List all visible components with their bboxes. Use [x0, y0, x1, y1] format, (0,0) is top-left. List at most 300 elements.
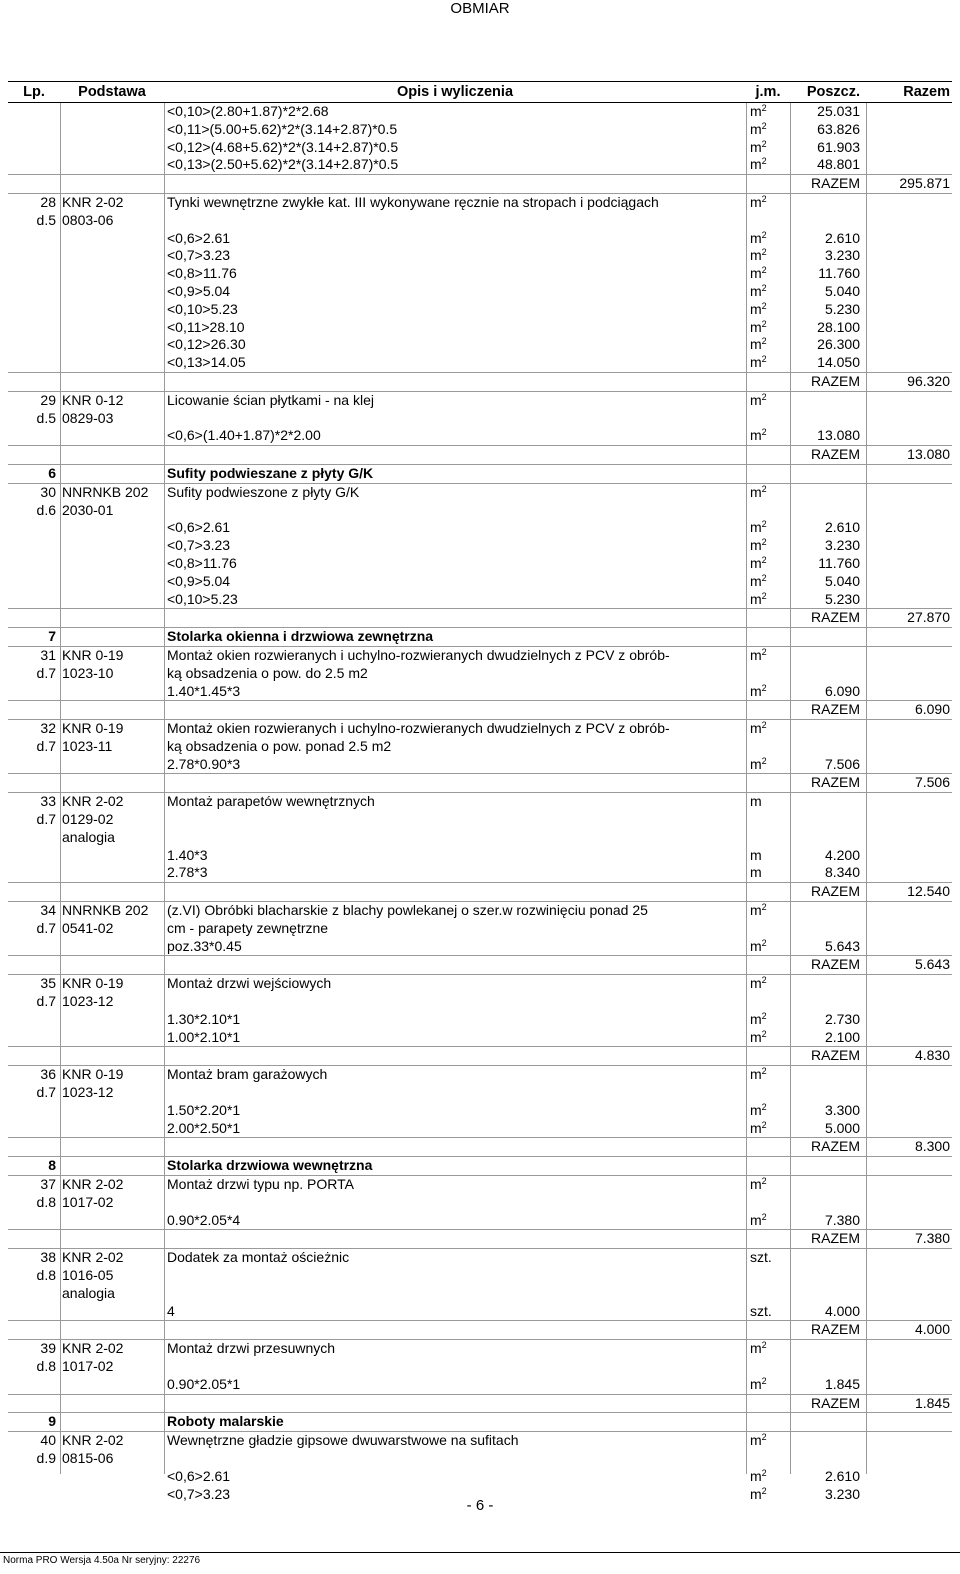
- razem-cell: [866, 1176, 952, 1194]
- table-row: [8, 1046, 952, 1065]
- razem-cell: [866, 829, 952, 847]
- poszcz-cell: [790, 793, 866, 811]
- lp-cell: [8, 1303, 60, 1321]
- jm-cell: $m^2$: [750, 1211, 767, 1228]
- table-row: [8, 882, 952, 901]
- table-row: [8, 502, 952, 520]
- poszcz-cell: 3.230: [824, 537, 860, 554]
- table-row: [8, 955, 952, 974]
- table-row: [8, 301, 952, 319]
- jm-cell: [746, 774, 790, 792]
- podstawa-cell: analogia: [62, 828, 115, 845]
- lp-cell: 40: [40, 1432, 56, 1449]
- jm-cell: [746, 883, 790, 901]
- razem-cell: [866, 683, 952, 701]
- lp-cell: 8: [48, 1157, 56, 1174]
- poszcz-cell: [790, 738, 866, 756]
- jm-cell: $m^2$: [750, 318, 767, 335]
- table-row: [8, 1137, 952, 1156]
- table-row: [8, 847, 952, 865]
- column-divider: [746, 103, 747, 1474]
- razem-cell: [866, 156, 952, 174]
- opis-cell: Wewnętrzne gładzie gipsowe dwuwarstwowe na sufitach: [167, 1432, 519, 1449]
- poszcz-cell: [790, 392, 866, 410]
- razem-cell: [866, 811, 952, 829]
- podstawa-cell: [60, 319, 164, 337]
- jm-cell: $m^2$: [750, 1375, 767, 1392]
- jm-cell: $m^2$: [750, 519, 767, 536]
- podstawa-cell: [60, 265, 164, 283]
- opis-cell: [164, 1230, 746, 1248]
- podstawa-cell: [60, 1395, 164, 1413]
- table-row: [8, 555, 952, 573]
- razem-cell: [866, 864, 952, 882]
- jm-cell: [746, 1413, 790, 1431]
- jm-cell: [746, 175, 790, 193]
- opis-cell: ką obsadzenia o pow. do 2.5 m2: [167, 664, 368, 681]
- poszcz-cell: [790, 1176, 866, 1194]
- razem-cell: [866, 628, 952, 646]
- table-row: [8, 1431, 952, 1450]
- jm-cell: [746, 373, 790, 391]
- lp-cell: 31: [40, 646, 56, 663]
- podstawa-cell: [60, 864, 164, 882]
- table-row: [8, 212, 952, 230]
- opis-cell: Stolarka okienna i drzwiowa zewnętrzna: [167, 628, 434, 645]
- opis-cell: poz.33*0.45: [167, 937, 242, 954]
- jm-cell: $m^2$: [750, 229, 767, 246]
- opis-cell: <0,10>5.23: [167, 300, 238, 317]
- column-divider: [790, 103, 791, 1474]
- razem-cell: 1.845: [914, 1394, 950, 1411]
- table-row: [8, 1358, 952, 1376]
- podstawa-cell: KNR 0-12: [62, 391, 124, 408]
- razem-cell: 295.871: [899, 175, 950, 192]
- opis-cell: [164, 883, 746, 901]
- lp-cell: [8, 537, 60, 555]
- podstawa-cell: [60, 283, 164, 301]
- opis-cell: [164, 993, 746, 1011]
- razem-cell: [866, 1011, 952, 1029]
- podstawa-cell: [60, 1157, 164, 1175]
- jm-cell: $m^2$: [750, 300, 767, 317]
- lp-cell: d.8: [36, 1357, 56, 1374]
- podstawa-cell: 1016-05: [62, 1267, 114, 1283]
- poszcz-cell: 7.380: [824, 1211, 860, 1228]
- poszcz-cell: 11.760: [818, 554, 860, 571]
- razem-cell: 96.320: [907, 372, 950, 389]
- table-row: [8, 372, 952, 391]
- jm-cell: $m^2$: [750, 937, 767, 954]
- podstawa-cell: [60, 938, 164, 956]
- lp-cell: d.7: [36, 664, 56, 681]
- podstawa-cell: [60, 573, 164, 591]
- opis-cell: <0,8>11.76: [167, 265, 237, 282]
- col-header-poszcz: Poszcz.: [806, 84, 860, 100]
- table-row: [8, 1468, 952, 1486]
- jm-cell: $m^2$: [750, 427, 767, 444]
- lp-cell: [8, 1102, 60, 1120]
- opis-cell: 1.00*2.10*1: [167, 1028, 241, 1045]
- razem-cell: [866, 1157, 952, 1175]
- podstawa-cell: KNR 2-02: [62, 193, 124, 210]
- table-row: [8, 938, 952, 956]
- razem-cell: [866, 591, 952, 609]
- opis-cell: Montaż parapetów wewnętrznych: [167, 793, 375, 810]
- razem-cell: [866, 1120, 952, 1138]
- razem-cell: [866, 139, 952, 157]
- jm-cell: [746, 1047, 790, 1065]
- jm-cell: [746, 1358, 790, 1376]
- razem-cell: [866, 720, 952, 738]
- table-row: [8, 1011, 952, 1029]
- table-row: [8, 920, 952, 938]
- razem-cell: [866, 1194, 952, 1212]
- razem-cell: [866, 519, 952, 537]
- podstawa-cell: KNR 2-02: [62, 793, 124, 810]
- podstawa-cell: [60, 1120, 164, 1138]
- podstawa-cell: KNR 2-02: [62, 1340, 124, 1357]
- jm-cell: $m^2$: [750, 1119, 767, 1136]
- podstawa-cell: 2030-01: [62, 501, 114, 518]
- razem-cell: 4.830: [914, 1047, 950, 1064]
- poszcz-cell: [790, 410, 866, 428]
- razem-cell: [866, 1267, 952, 1285]
- razem-cell: [866, 665, 952, 683]
- jm-cell: $m^2$: [750, 483, 767, 500]
- razem-cell: [866, 1303, 952, 1321]
- poszcz-cell: [790, 1267, 866, 1285]
- opis-cell: [164, 811, 746, 829]
- poszcz-cell: 2.100: [824, 1028, 860, 1045]
- measurement-table: [8, 81, 952, 1503]
- lp-cell: d.6: [36, 501, 56, 518]
- podstawa-cell: [60, 1413, 164, 1431]
- jm-cell: $m^2$: [750, 755, 767, 772]
- jm-cell: [746, 665, 790, 683]
- table-row: [8, 646, 952, 665]
- opis-cell: <0,10>(2.80+1.87)*2*2.68: [167, 103, 329, 119]
- table-row: [8, 719, 952, 738]
- table-row: [8, 156, 952, 174]
- razem-cell: [866, 247, 952, 265]
- opis-cell: <0,12>(4.68+5.62)*2*(3.14+2.87)*0.5: [167, 138, 399, 155]
- opis-cell: 1.40*3: [167, 846, 208, 863]
- jm-cell: $m^2$: [750, 1467, 767, 1484]
- opis-cell: Montaż bram garażowych: [167, 1066, 328, 1083]
- table-row: [8, 410, 952, 428]
- lp-cell: d.8: [36, 1267, 56, 1283]
- poszcz-cell: [790, 1084, 866, 1102]
- poszcz-cell: 5.040: [824, 572, 860, 589]
- lp-cell: 28: [40, 193, 56, 210]
- opis-cell: [164, 829, 746, 847]
- lp-cell: [8, 446, 60, 464]
- lp-cell: d.7: [36, 737, 56, 754]
- lp-cell: [8, 1230, 60, 1248]
- opis-cell: Stolarka drzwiowa wewnętrzna: [167, 1157, 373, 1174]
- table-row: [8, 319, 952, 337]
- poszcz-cell: 5.230: [824, 590, 860, 607]
- opis-cell: Montaż drzwi przesuwnych: [167, 1340, 336, 1357]
- jm-cell: [746, 465, 790, 483]
- jm-cell: m: [750, 846, 762, 863]
- opis-cell: [164, 373, 746, 391]
- opis-cell: 1.40*1.45*3: [167, 682, 241, 699]
- opis-cell: cm - parapety zewnętrzne: [167, 919, 329, 936]
- lp-cell: [8, 609, 60, 627]
- poszcz-cell: [790, 1157, 866, 1175]
- jm-cell: [746, 1084, 790, 1102]
- poszcz-cell: [790, 993, 866, 1011]
- jm-cell: $m^2$: [750, 720, 767, 737]
- jm-cell: [746, 1194, 790, 1212]
- poszcz-cell: [790, 1285, 866, 1303]
- jm-cell: [746, 446, 790, 464]
- poszcz-cell: RAZEM: [811, 1321, 860, 1338]
- lp-cell: [8, 283, 60, 301]
- lp-cell: 30: [40, 483, 56, 500]
- lp-cell: [8, 1285, 60, 1303]
- table-row: [8, 230, 952, 248]
- poszcz-cell: 3.230: [824, 247, 860, 264]
- razem-cell: [866, 1450, 952, 1468]
- lp-cell: [8, 230, 60, 248]
- podstawa-cell: [60, 230, 164, 248]
- razem-cell: [866, 230, 952, 248]
- lp-cell: [8, 701, 60, 719]
- jm-cell: $m^2$: [750, 572, 767, 589]
- podstawa-cell: [60, 591, 164, 609]
- lp-cell: [8, 156, 60, 174]
- podstawa-cell: [60, 1468, 164, 1486]
- poszcz-cell: RAZEM: [811, 175, 860, 192]
- razem-cell: [866, 1340, 952, 1358]
- opis-cell: Montaż okien rozwieranych i uchylno-rozwieranych dwudzielnych z PCV z obrób-: [167, 720, 670, 737]
- poszcz-cell: RAZEM: [811, 701, 860, 718]
- col-header-lp: Lp.: [23, 84, 45, 100]
- lp-cell: [8, 175, 60, 193]
- poszcz-cell: [790, 647, 866, 665]
- poszcz-cell: [790, 1194, 866, 1212]
- podstawa-cell: KNR 2-02: [62, 1432, 124, 1449]
- jm-cell: $m^2$: [750, 682, 767, 699]
- poszcz-cell: [790, 720, 866, 738]
- lp-cell: [8, 683, 60, 701]
- table-row: [8, 1084, 952, 1102]
- col-header-podstawa: Podstawa: [78, 84, 146, 100]
- jm-cell: [746, 609, 790, 627]
- razem-cell: [866, 555, 952, 573]
- table-row: [8, 993, 952, 1011]
- table-row: [8, 193, 952, 212]
- opis-cell: 2.78*3: [167, 864, 208, 881]
- table-row: [8, 537, 952, 555]
- table-row: [8, 811, 952, 829]
- podstawa-cell: [60, 1376, 164, 1394]
- razem-cell: 13.080: [907, 446, 950, 463]
- podstawa-cell: KNR 0-19: [62, 1066, 124, 1083]
- table-row: [8, 1229, 952, 1248]
- opis-cell: <0,13>(2.50+5.62)*2*(3.14+2.87)*0.5: [167, 156, 399, 173]
- footer-software-info: Norma PRO Wersja 4.50a Nr seryjny: 22276: [3, 1555, 201, 1566]
- podstawa-cell: [60, 756, 164, 774]
- opis-cell: <0,6>2.61: [167, 1467, 231, 1484]
- jm-cell: $m^2$: [750, 590, 767, 607]
- table-row: [8, 1285, 952, 1303]
- lp-cell: d.7: [36, 1084, 56, 1101]
- jm-cell: m: [750, 864, 762, 881]
- podstawa-cell: [60, 1230, 164, 1248]
- poszcz-cell: [790, 1066, 866, 1084]
- opis-cell: [164, 609, 746, 627]
- table-row: [8, 700, 952, 719]
- table-row: [8, 1175, 952, 1194]
- jm-cell: [746, 502, 790, 520]
- lp-cell: [8, 354, 60, 372]
- jm-cell: szt.: [750, 1302, 772, 1319]
- opis-cell: [164, 1395, 746, 1413]
- razem-cell: [866, 121, 952, 139]
- lp-cell: [8, 139, 60, 157]
- jm-cell: $m^2$: [750, 1432, 767, 1449]
- table-row: [8, 445, 952, 464]
- opis-cell: [164, 1321, 746, 1339]
- table-row: [8, 139, 952, 157]
- lp-cell: [8, 1468, 60, 1486]
- jm-cell: $m^2$: [750, 975, 767, 992]
- poszcz-cell: [790, 829, 866, 847]
- opis-cell: [164, 1084, 746, 1102]
- lp-cell: [8, 829, 60, 847]
- opis-cell: 2.00*2.50*1: [167, 1119, 241, 1136]
- opis-cell: 0.90*2.05*4: [167, 1211, 241, 1228]
- razem-cell: [866, 920, 952, 938]
- razem-cell: [866, 993, 952, 1011]
- table-row: [8, 608, 952, 627]
- lp-cell: d.7: [36, 993, 56, 1010]
- opis-cell: 4: [167, 1302, 175, 1319]
- table-row: [8, 1212, 952, 1230]
- podstawa-cell: [60, 883, 164, 901]
- opis-cell: <0,7>3.23: [167, 537, 231, 554]
- poszcz-cell: RAZEM: [811, 883, 860, 900]
- podstawa-cell: [60, 336, 164, 354]
- opis-cell: <0,9>5.04: [167, 282, 231, 299]
- lp-cell: [8, 956, 60, 974]
- table-row: [8, 974, 952, 993]
- jm-cell: [746, 1450, 790, 1468]
- jm-cell: [746, 1395, 790, 1413]
- poszcz-cell: [790, 1450, 866, 1468]
- opis-cell: <0,11>(5.00+5.62)*2*(3.14+2.87)*0.5: [167, 120, 398, 137]
- table-row: [8, 354, 952, 372]
- poszcz-cell: [790, 1340, 866, 1358]
- lp-cell: [8, 336, 60, 354]
- table-row: [8, 901, 952, 920]
- lp-cell: [8, 1047, 60, 1065]
- razem-cell: [866, 212, 952, 230]
- poszcz-cell: [790, 628, 866, 646]
- lp-cell: 33: [40, 793, 56, 810]
- jm-cell: $m^2$: [750, 282, 767, 299]
- lp-cell: d.7: [36, 919, 56, 936]
- jm-cell: $m^2$: [750, 646, 767, 663]
- podstawa-cell: NNRNKB 202: [62, 902, 149, 919]
- opis-cell: <0,7>3.23: [167, 247, 231, 264]
- opis-cell: Sufity podwieszane z płyty G/K: [167, 464, 374, 481]
- podstawa-cell: [60, 121, 164, 139]
- poszcz-cell: 5.643: [824, 937, 860, 954]
- jm-cell: [746, 738, 790, 756]
- table-row: [8, 1029, 952, 1047]
- razem-cell: [866, 975, 952, 993]
- opis-cell: Roboty malarskie: [167, 1413, 284, 1430]
- poszcz-cell: RAZEM: [811, 372, 860, 389]
- lp-cell: 9: [48, 1413, 56, 1430]
- jm-cell: $m^2$: [750, 265, 767, 282]
- opis-cell: <0,8>11.76: [167, 554, 237, 571]
- jm-cell: $m^2$: [750, 1028, 767, 1045]
- opis-cell: ką obsadzenia o pow. ponad 2.5 m2: [167, 737, 392, 754]
- podstawa-cell: [60, 1138, 164, 1156]
- table-body: [8, 103, 952, 1503]
- razem-cell: [866, 283, 952, 301]
- razem-cell: 27.870: [907, 609, 950, 626]
- jm-cell: $m^2$: [750, 193, 767, 210]
- lp-cell: [8, 519, 60, 537]
- poszcz-cell: [790, 1432, 866, 1450]
- jm-cell: [746, 1230, 790, 1248]
- lp-cell: [8, 756, 60, 774]
- table-row: [8, 864, 952, 882]
- podstawa-cell: [60, 175, 164, 193]
- jm-cell: [746, 1321, 790, 1339]
- podstawa-cell: [60, 1321, 164, 1339]
- jm-cell: [746, 628, 790, 646]
- opis-cell: [164, 1450, 746, 1468]
- lp-cell: [8, 1029, 60, 1047]
- table-row: [8, 1248, 952, 1267]
- jm-cell: [746, 1267, 790, 1285]
- poszcz-cell: 61.903: [817, 138, 860, 155]
- poszcz-cell: 4.200: [824, 846, 860, 863]
- opis-cell: [164, 212, 746, 230]
- podstawa-cell: 1023-10: [62, 664, 114, 681]
- opis-cell: [164, 502, 746, 520]
- poszcz-cell: [790, 920, 866, 938]
- table-row: [8, 283, 952, 301]
- podstawa-cell: [60, 427, 164, 445]
- poszcz-cell: 26.300: [817, 336, 860, 353]
- jm-cell: $m^2$: [750, 902, 767, 919]
- jm-cell: [746, 956, 790, 974]
- table-row: [8, 1412, 952, 1431]
- podstawa-cell: [60, 446, 164, 464]
- razem-cell: 7.380: [914, 1230, 950, 1247]
- lp-cell: [8, 1212, 60, 1230]
- poszcz-cell: 5.000: [824, 1119, 860, 1136]
- poszcz-cell: RAZEM: [811, 1047, 860, 1064]
- razem-cell: 7.506: [914, 774, 950, 791]
- opis-cell: [164, 956, 746, 974]
- podstawa-cell: [60, 156, 164, 174]
- jm-cell: [746, 1157, 790, 1175]
- table-row: [8, 121, 952, 139]
- lp-cell: d.8: [36, 1193, 56, 1210]
- podstawa-cell: 1023-12: [62, 993, 114, 1010]
- opis-cell: [164, 1194, 746, 1212]
